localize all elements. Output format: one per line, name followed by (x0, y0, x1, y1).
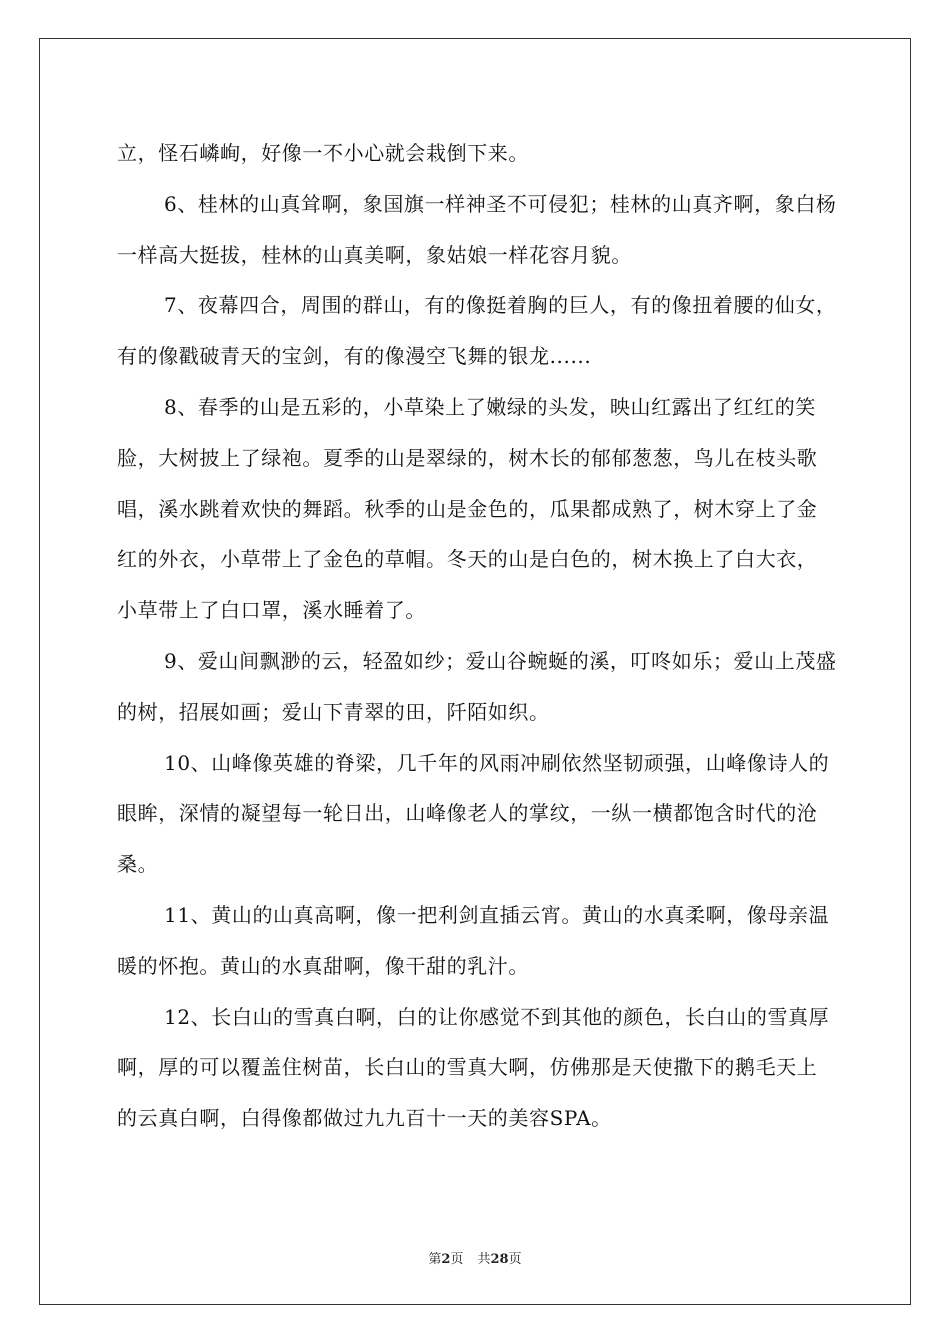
total-pages: 28 (490, 1252, 509, 1267)
document-body (117, 128, 837, 1144)
page-suffix: 页 (450, 1252, 464, 1267)
paragraph-item-7: 7、夜幕四合，周围的群山，有的像挺着胸的巨人，有的像扭着腰的仙女，有的像戳破青天的宝剑，有的像漫空飞舞的银龙...... (117, 293, 837, 369)
total-prefix: 共 (477, 1252, 491, 1267)
total-suffix: 页 (508, 1252, 522, 1267)
page-footer (0, 1248, 950, 1267)
paragraph-continuation: 立，怪石嶙峋，好像一不小心就会栽倒下来。 (117, 141, 529, 165)
paragraph-item-11: 11、黄山的山真高啊，像一把利剑直插云宵。黄山的水真柔啊，像母亲温暖的怀抱。黄山的水真甜啊，像干甜的乳汁。 (117, 902, 830, 978)
paragraph-item-10: 10、山峰像英雄的脊梁，几千年的风雨冲刷依然坚韧顽强，山峰像诗人的眼眸，深情的凝望每一轮日出，山峰像老人的掌纹，一纵一横都饱含时代的沧桑。 (117, 750, 830, 877)
page-prefix: 第 (428, 1252, 442, 1267)
paragraph-item-9: 9、爱山间飘渺的云，轻盈如纱；爱山谷蜿蜒的溪，叮咚如乐；爱山上茂盛的树，招展如画；爱山下青翠的田，阡陌如织。 (117, 648, 837, 724)
paragraph-item-8: 8、春季的山是五彩的，小草染上了嫩绿的头发，映山红露出了红红的笑脸，大树披上了绿袍。夏季的山是翠绿的，树木长的郁郁葱葱，鸟儿在枝头歌唱，溪水跳着欢快的舞蹈。秋季的山是金色的，瓜果都成熟了，树木穿上了金红的外衣，小草带上了金色的草帽。冬天的山是白色的，树木换上了白大衣，小草带上了白口罩，溪水睡着了。 (117, 394, 818, 623)
page-number: 2 (441, 1252, 451, 1267)
paragraph-item-12: 12、长白山的雪真白啊，白的让你感觉不到其他的颜色，长白山的雪真厚啊，厚的可以覆盖住树苗，长白山的雪真大啊，仿佛那是天使撒下的鹅毛天上的云真白啊，白得像都做过九九百十一天的美容SPA。 (117, 1004, 830, 1131)
paragraph-item-6: 6、桂林的山真耸啊，象国旗一样神圣不可侵犯；桂林的山真齐啊，象白杨一样高大挺拔，桂林的山真美啊，象姑娘一样花容月貌。 (117, 191, 837, 267)
